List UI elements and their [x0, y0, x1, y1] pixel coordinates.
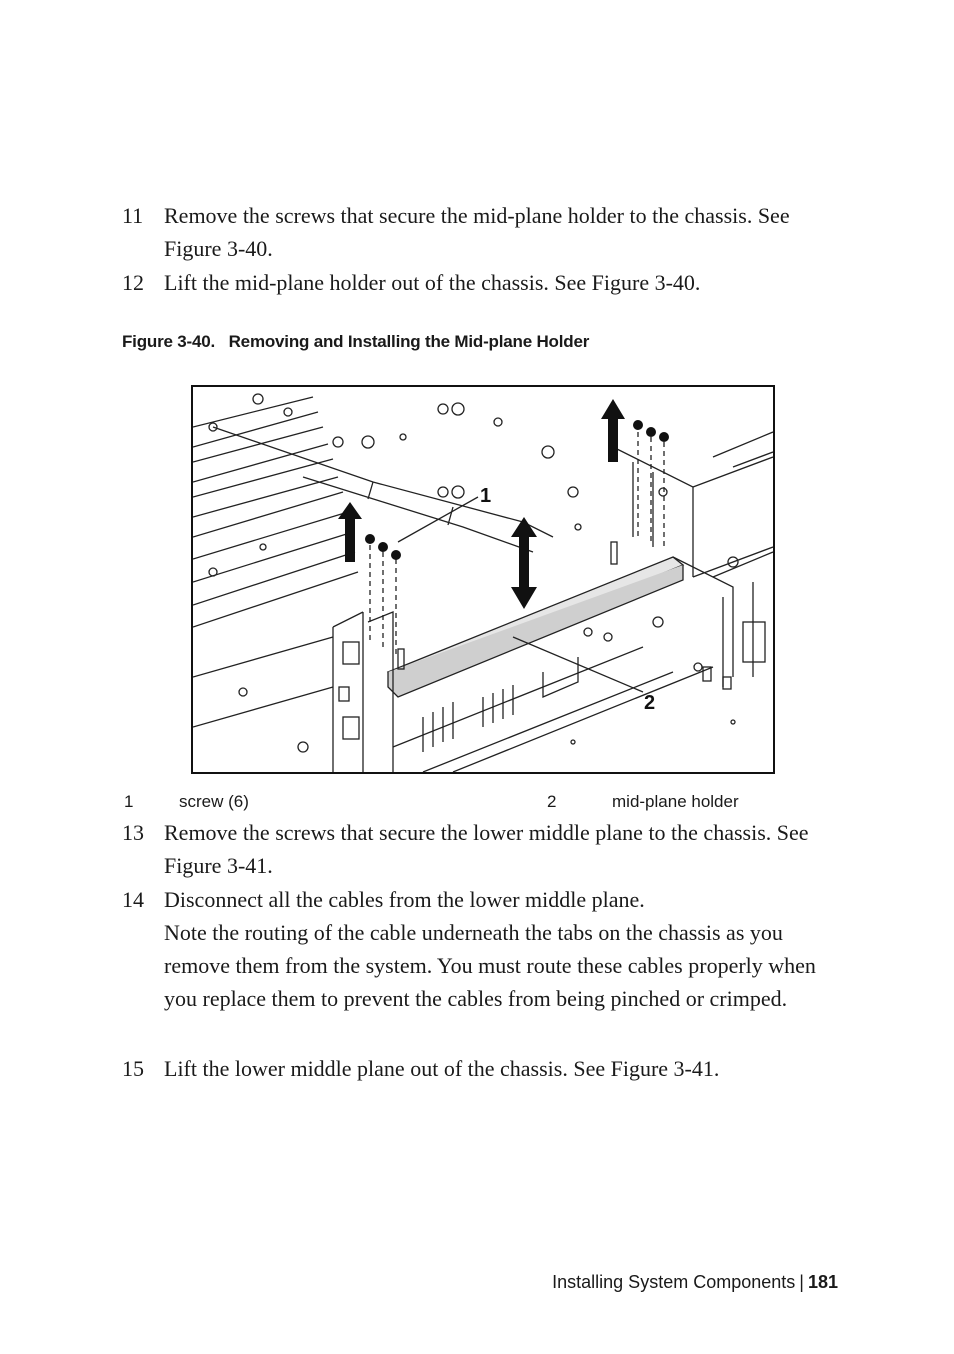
callout-2: 2 [644, 692, 656, 714]
page-number: 181 [807, 1272, 838, 1292]
chassis-diagram [193, 387, 773, 772]
legend-number-2: 2 [547, 792, 557, 811]
step-12 [122, 266, 842, 299]
step-text: Remove the screws that secure the mid-plane holder to the chassis. See Figure 3-40. [164, 203, 790, 261]
step-text: Disconnect all the cables from the lower middle plane. [164, 887, 645, 912]
footer-section: Installing System Components [552, 1272, 796, 1292]
figure-caption-title: Removing and Installing the Mid-plane Holder [228, 332, 590, 351]
footer-separator: | [799, 1272, 804, 1292]
step-15 [122, 1052, 842, 1085]
step-number: 13 [122, 820, 144, 845]
figure-caption [122, 332, 589, 352]
step-text: Lift the lower middle plane out of the chassis. See Figure 3-41. [164, 1056, 720, 1081]
step-13 [122, 816, 842, 882]
step-number: 11 [122, 203, 144, 228]
step-number: 12 [122, 270, 144, 295]
figure-caption-label: Figure 3-40. [122, 332, 216, 351]
step-14 [122, 883, 842, 1015]
step-number: 14 [122, 887, 144, 912]
step-text: Remove the screws that secure the lower middle plane to the chassis. See Figure 3-41. [164, 820, 809, 878]
legend-number-1: 1 [124, 792, 134, 811]
step-number: 15 [122, 1056, 144, 1081]
step-11 [122, 199, 842, 265]
step-text: Lift the mid-plane holder out of the chassis. See Figure 3-40. [164, 270, 701, 295]
callout-1: 1 [480, 485, 492, 507]
page-footer [552, 1272, 838, 1293]
legend-label-1: screw (6) [179, 792, 249, 811]
figure-illustration [191, 385, 775, 774]
legend-label-2: mid-plane holder [612, 792, 739, 811]
step-note: Note the routing of the cable underneath the tabs on the chassis as you remove them from the system. You must route these cables properly when you replace them to prevent the cables from being pinched or crimped. [164, 920, 816, 1011]
